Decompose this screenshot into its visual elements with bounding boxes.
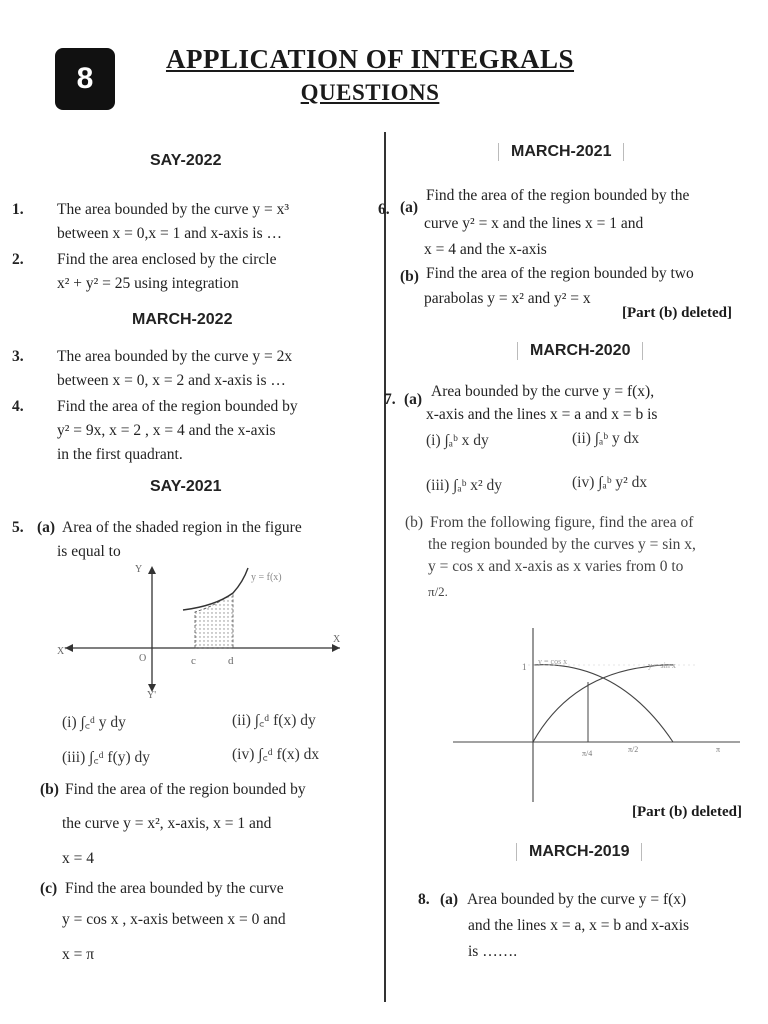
q7b-line1: From the following figure, find the area of xyxy=(430,514,694,531)
q6-part-b: (b) xyxy=(400,268,419,285)
q5c-line2: y = cos x , x-axis between x = 0 and xyxy=(62,911,286,928)
fig2-label-cos: y = cos x xyxy=(538,657,568,666)
q6-line2: curve y² = x and the lines x = 1 and xyxy=(424,215,644,232)
q6-line3: x = 4 and the x-axis xyxy=(424,241,547,258)
q6-part-a: (a) xyxy=(400,199,419,216)
q7b-line4: π/2. xyxy=(428,584,448,599)
figure-shaded-region xyxy=(55,560,355,700)
q6-number: 6. xyxy=(378,201,390,218)
q8-number: 8. xyxy=(418,891,430,908)
fig1-label-yp: Y' xyxy=(147,690,157,700)
q2-number: 2. xyxy=(12,251,24,268)
section-say-2021: SAY-2021 xyxy=(150,478,222,495)
section-march-2022: MARCH-2022 xyxy=(132,311,233,328)
q4-line2: y² = 9x, x = 2 , x = 4 and the x-axis xyxy=(57,422,276,439)
fig1-label-d: d xyxy=(228,655,234,667)
q7b-line3: y = cos x and x-axis as x varies from 0 to xyxy=(428,558,684,575)
fig1-label-c: c xyxy=(191,655,196,667)
fig2-label-sin: y = sin x xyxy=(648,661,676,670)
q8-line2: and the lines x = a, x = b and x-axis xyxy=(468,917,690,934)
section-say-2022: SAY-2022 xyxy=(150,152,222,169)
q7-line1: Area bounded by the curve y = f(x), xyxy=(431,383,655,400)
q3-line2: between x = 0, x = 2 and x-axis is … xyxy=(57,372,286,389)
q5-number: 5. xyxy=(12,519,24,536)
q7-number: 7. xyxy=(384,391,396,408)
fig2-sin-curve xyxy=(533,665,673,742)
q7-note-deleted: [Part (b) deleted] xyxy=(632,804,742,820)
q5b-line1: Find the area of the region bounded by xyxy=(65,781,306,798)
fig2-label-one: 1 xyxy=(522,662,527,672)
figure-sin-cos xyxy=(448,620,748,810)
fig1-shaded-area xyxy=(195,593,233,648)
fig1-label-o: O xyxy=(139,653,147,664)
fig2-label-pi2: π/2 xyxy=(628,745,639,754)
q4-line3: in the first quadrant. xyxy=(57,446,183,463)
q5-option-ii: (ii) ∫꜀ᵈ f(x) dy xyxy=(232,712,316,729)
q7-part-b: (b) xyxy=(405,514,424,531)
q4-line1: Find the area of the region bounded by xyxy=(57,398,298,415)
q5-line1: Area of the shaded region in the figure xyxy=(62,519,302,536)
q8-line1: Area bounded by the curve y = f(x) xyxy=(467,891,687,908)
fig1-label-y: Y xyxy=(135,564,143,575)
q5-option-i: (i) ∫꜀ᵈ y dy xyxy=(62,714,126,731)
q5-part-a: (a) xyxy=(37,519,56,536)
q1-line1: The area bounded by the curve y = x³ xyxy=(57,201,290,218)
q1-line2: between x = 0,x = 1 and x-axis is … xyxy=(57,225,282,242)
q6-note-deleted: [Part (b) deleted] xyxy=(622,305,732,321)
section-march-2019: MARCH-2019 xyxy=(516,843,642,861)
q4-number: 4. xyxy=(12,398,24,415)
q2-line2: x² + y² = 25 using integration xyxy=(57,275,239,292)
q7-line2: x-axis and the lines x = a and x = b is xyxy=(426,406,658,423)
fig2-cos-curve xyxy=(533,665,673,742)
q8-part-a: (a) xyxy=(440,891,459,908)
fig1-label-curve: y = f(x) xyxy=(251,572,282,583)
q5c-line3: x = π xyxy=(62,946,95,963)
q2-line1: Find the area enclosed by the circle xyxy=(57,251,277,268)
fig1-label-xp: X' xyxy=(57,646,67,657)
q5-option-iii: (iii) ∫꜀ᵈ f(y) dy xyxy=(62,749,151,766)
q5b-line3: x = 4 xyxy=(62,850,94,867)
q7-part-a: (a) xyxy=(404,391,423,408)
q5b-line2: the curve y = x², x-axis, x = 1 and xyxy=(62,815,272,832)
q6b-line2: parabolas y = x² and y² = x xyxy=(424,290,591,307)
q7-option-i: (i) ∫ₐᵇ x dy xyxy=(426,432,489,449)
q7-option-iii: (iii) ∫ₐᵇ x² dy xyxy=(426,477,503,494)
chapter-badge: 8 xyxy=(55,48,115,110)
q1-number: 1. xyxy=(12,201,24,218)
q5c-part: (c) xyxy=(40,880,58,897)
q7b-line2: the region bounded by the curves y = sin x, xyxy=(428,536,696,553)
q8-line3: is ……. xyxy=(468,943,518,960)
q3-number: 3. xyxy=(12,348,24,365)
q5b-part: (b) xyxy=(40,781,59,798)
q5c-line1: Find the area bounded by the curve xyxy=(65,880,284,897)
section-march-2021: MARCH-2021 xyxy=(498,143,624,161)
q3-line1: The area bounded by the curve y = 2x xyxy=(57,348,293,365)
q6b-line1: Find the area of the region bounded by two xyxy=(426,265,694,282)
fig2-label-pi4: π/4 xyxy=(582,749,593,758)
q7-option-iv: (iv) ∫ₐᵇ y² dx xyxy=(572,474,648,491)
q6-line1: Find the area of the region bounded by the xyxy=(426,187,690,204)
page-subtitle: QUESTIONS xyxy=(300,80,440,105)
fig1-curve xyxy=(183,568,248,610)
q5-line2: is equal to xyxy=(57,543,121,560)
q7-option-ii: (ii) ∫ₐᵇ y dx xyxy=(572,430,640,447)
column-divider xyxy=(384,132,386,1002)
page-title: APPLICATION OF INTEGRALS xyxy=(165,44,575,74)
section-march-2020: MARCH-2020 xyxy=(517,342,643,360)
q5-option-iv: (iv) ∫꜀ᵈ f(x) dx xyxy=(232,746,320,763)
fig1-label-x: X xyxy=(333,634,341,645)
fig2-label-pi: π xyxy=(716,745,721,754)
